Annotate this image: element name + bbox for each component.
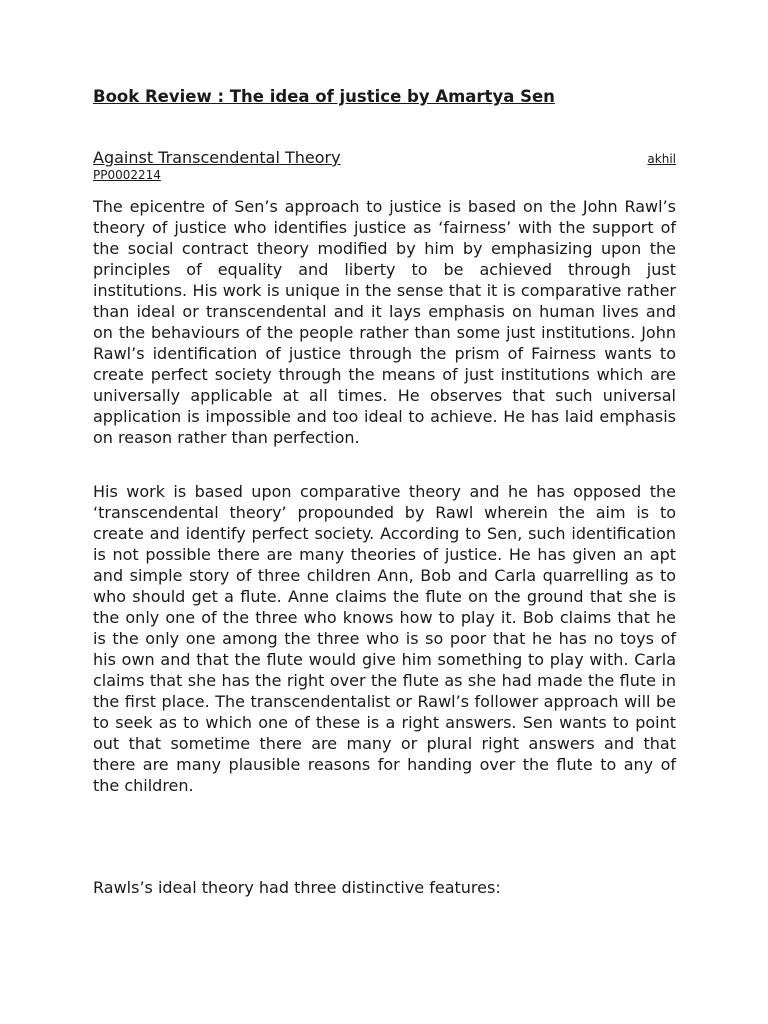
- author-name: akhil: [647, 152, 676, 166]
- paragraph: Rawls’s ideal theory had three distinctive features:: [93, 878, 501, 897]
- paragraph: The epicentre of Sen’s approach to justice is based on the John Rawl’s theory of justice who identifies justice as ‘fairness’ with the support of the social contract theory modified by him by emphasizing upon the principles of equality and liberty to be achieved through just institutions. His work is unique in the sense that it is comparative rather than ideal or transcendental and it lays emphasis on human lives and on the behaviours of the people rather than some just institutions. John Rawl’s identification of justice through the prism of Fairness wants to create perfect society through the means of just institutions which are universally applicable at all times. He observes that such universal application is impossible and too ideal to achieve. He has laid emphasis on reason rather than perfection.: [93, 197, 676, 447]
- registration-number: PP0002214: [93, 168, 161, 182]
- document-title: Book Review : The idea of justice by Amartya Sen: [93, 87, 555, 106]
- subheading-row: [93, 148, 676, 167]
- paragraph: His work is based upon comparative theory and he has opposed the ‘transcendental theory’ propounded by Rawl wherein the aim is to create and identify perfect society. According to Sen, such identification is not possible there are many theories of justice. He has given an apt and simple story of three children Ann, Bob and Carla quarrelling as to who should get a flute. Anne claims the flute on the ground that she is the only one of the three who knows how to play it. Bob claims that he is the only one among the three who is so poor that he has no toys of his own and that the flute would give him something to play with. Carla claims that she has the right over the flute as she had made the flute in the first place. The transcendentalist or Rawl’s follower approach will be to seek as to which one of these is a right answers. Sen wants to point out that sometime there are many or plural right answers and that there are many plausible reasons for handing over the flute to any of the children.: [93, 482, 676, 795]
- section-subheading: Against Transcendental Theory: [93, 148, 341, 167]
